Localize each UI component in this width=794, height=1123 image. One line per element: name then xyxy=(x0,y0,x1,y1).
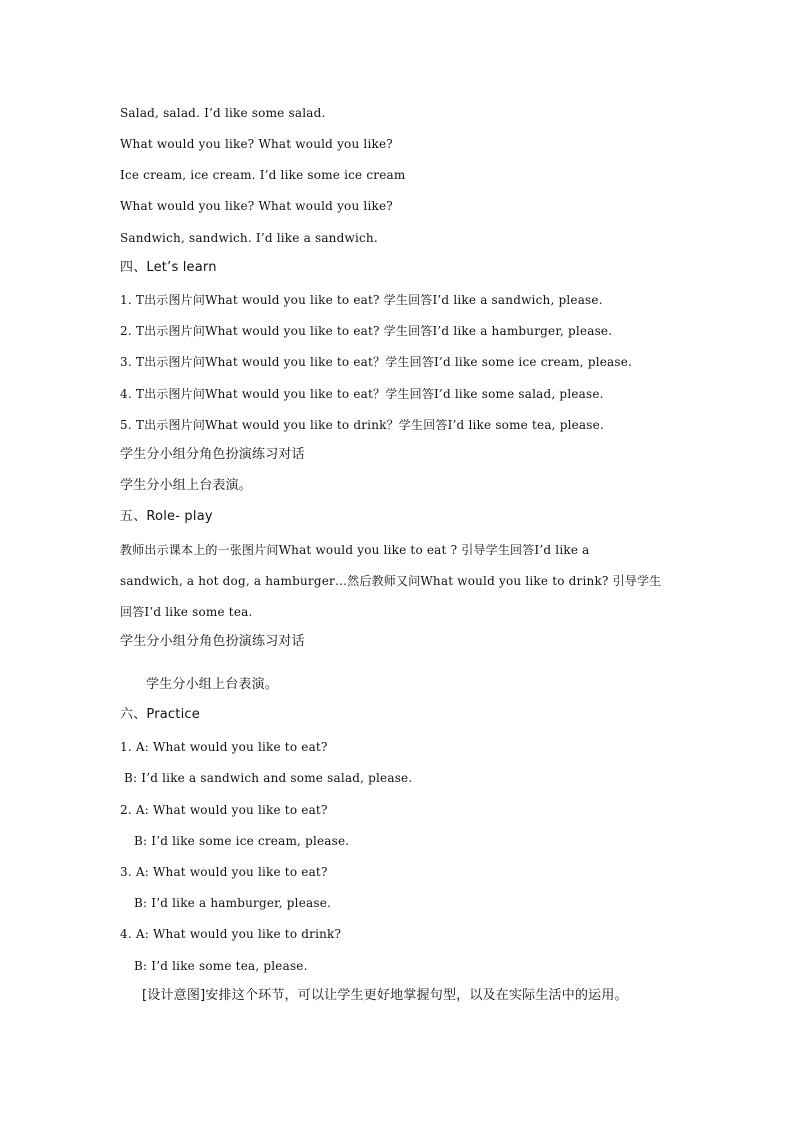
section-heading-practice: 六、Practice xyxy=(120,707,200,722)
learn-item-5: 5. T出示图片问What would you like to drink？学生回答I’d like some tea, please. xyxy=(120,418,604,432)
group-practice-note: 学生分小组分角色扮演练习对话 xyxy=(120,447,305,462)
design-intent-note: [设计意图]安排这个环节，可以让学生更好地掌握句型，以及在实际生活中的运用。 xyxy=(142,988,628,1003)
practice-1-a: 1. A: What would you like to eat? xyxy=(120,740,328,754)
section-heading-lets-learn: 四、Let’s learn xyxy=(120,260,217,275)
chant-line-2: What would you like? What would you like? xyxy=(120,137,393,151)
chant-line-4: What would you like? What would you like? xyxy=(120,199,393,213)
learn-item-3: 3. T出示图片问What would you like to eat？学生回答I’d like some ice cream, please. xyxy=(120,355,633,369)
learn-item-4: 4. T出示图片问What would you like to eat？学生回答I’d like some salad, please. xyxy=(120,387,604,401)
learn-item-2: 2. T出示图片问What would you like to eat? 学生回答I’d like a hamburger, please. xyxy=(120,324,613,338)
chant-line-3: Ice cream, ice cream. I’d like some ice cream xyxy=(120,168,406,182)
section-heading-role-play: 五、Role- play xyxy=(120,509,213,524)
practice-3-a: 3. A: What would you like to eat? xyxy=(120,865,328,879)
group-perform-note: 学生分小组上台表演。 xyxy=(120,478,253,493)
practice-2-b: B: I’d like some ice cream, please. xyxy=(134,834,350,848)
role-play-text-1: 教师出示课本上的一张图片问What would you like to eat ? 引导学生回答I’d like a xyxy=(120,543,590,557)
chant-line-5: Sandwich, sandwich. I’d like a sandwich. xyxy=(120,231,378,245)
practice-4-b: B: I’d like some tea, please. xyxy=(134,959,308,973)
practice-1-b: B: I’d like a sandwich and some salad, please. xyxy=(124,771,413,785)
practice-4-a: 4. A: What would you like to drink? xyxy=(120,927,342,941)
practice-3-b: B: I’d like a hamburger, please. xyxy=(134,896,332,910)
chant-line-1: Salad, salad. I’d like some salad. xyxy=(120,106,326,120)
role-play-text-2: sandwich, a hot dog, a hamburger…然后教师又问What would you like to drink? 引导学生 xyxy=(120,574,662,588)
learn-item-1: 1. T出示图片问What would you like to eat? 学生回答I’d like a sandwich, please. xyxy=(120,293,603,307)
group-perform-note-2: 学生分小组上台表演。 xyxy=(146,677,279,692)
practice-2-a: 2. A: What would you like to eat? xyxy=(120,803,328,817)
role-play-text-3: 回答I’d like some tea. xyxy=(120,605,253,619)
group-practice-note-2: 学生分小组分角色扮演练习对话 xyxy=(120,634,305,649)
